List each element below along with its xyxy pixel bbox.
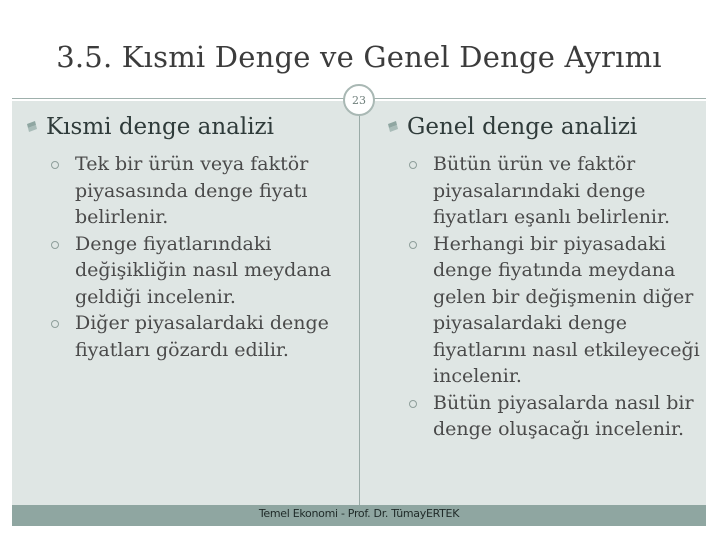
flag-icon bbox=[24, 116, 44, 138]
bullet-text: Denge fiyatlarındaki değişikliğin nasıl meydana geldiği incelenir. bbox=[75, 232, 332, 308]
right-heading-text: Genel denge analizi bbox=[407, 114, 638, 140]
left-heading bbox=[24, 114, 349, 140]
bullet-text: Bütün piyasalarda nasıl bir denge oluşacağı incelenir. bbox=[433, 391, 694, 440]
list-item bbox=[51, 151, 349, 231]
right-heading bbox=[385, 114, 705, 140]
bullet-text: Tek bir ürün veya faktör piyasasında denge fiyatı belirlenir. bbox=[75, 153, 309, 228]
left-heading-text: Kısmi denge analizi bbox=[46, 114, 275, 140]
circle-bullet-icon bbox=[409, 241, 417, 249]
bullet-text: Herhangi bir piyasadaki denge fiyatında meydana gelen bir değişmenin diğer piyasalardaki denge fiyatlarını nasıl etkileyeceği incelenir. bbox=[433, 232, 700, 387]
flag-icon bbox=[385, 116, 405, 138]
footer-bar bbox=[12, 505, 706, 526]
right-column bbox=[385, 114, 705, 443]
left-bullet-list bbox=[51, 151, 349, 363]
left-column bbox=[24, 114, 349, 363]
circle-bullet-icon bbox=[409, 400, 417, 408]
circle-bullet-icon bbox=[51, 241, 59, 249]
bullet-text: Diğer piyasalardaki denge fiyatları gözardı edilir. bbox=[75, 312, 329, 361]
list-item bbox=[51, 231, 349, 311]
list-item bbox=[51, 310, 349, 363]
bullet-text: Bütün ürün ve faktör piyasalarındaki denge fiyatları eşanlı belirlenir. bbox=[433, 153, 671, 228]
slide-title: 3.5. Kısmi Denge ve Genel Denge Ayrımı bbox=[56, 40, 662, 74]
right-bullet-list bbox=[409, 151, 705, 443]
circle-bullet-icon bbox=[409, 161, 417, 169]
circle-bullet-icon bbox=[51, 320, 59, 328]
page-number-badge bbox=[343, 84, 375, 116]
list-item bbox=[409, 231, 705, 390]
footer-text: Temel Ekonomi - Prof. Dr. TümayERTEK bbox=[258, 507, 460, 520]
list-item bbox=[409, 390, 705, 443]
page-number: 23 bbox=[352, 93, 366, 107]
column-divider bbox=[359, 101, 360, 505]
list-item bbox=[409, 151, 705, 231]
circle-bullet-icon bbox=[51, 161, 59, 169]
